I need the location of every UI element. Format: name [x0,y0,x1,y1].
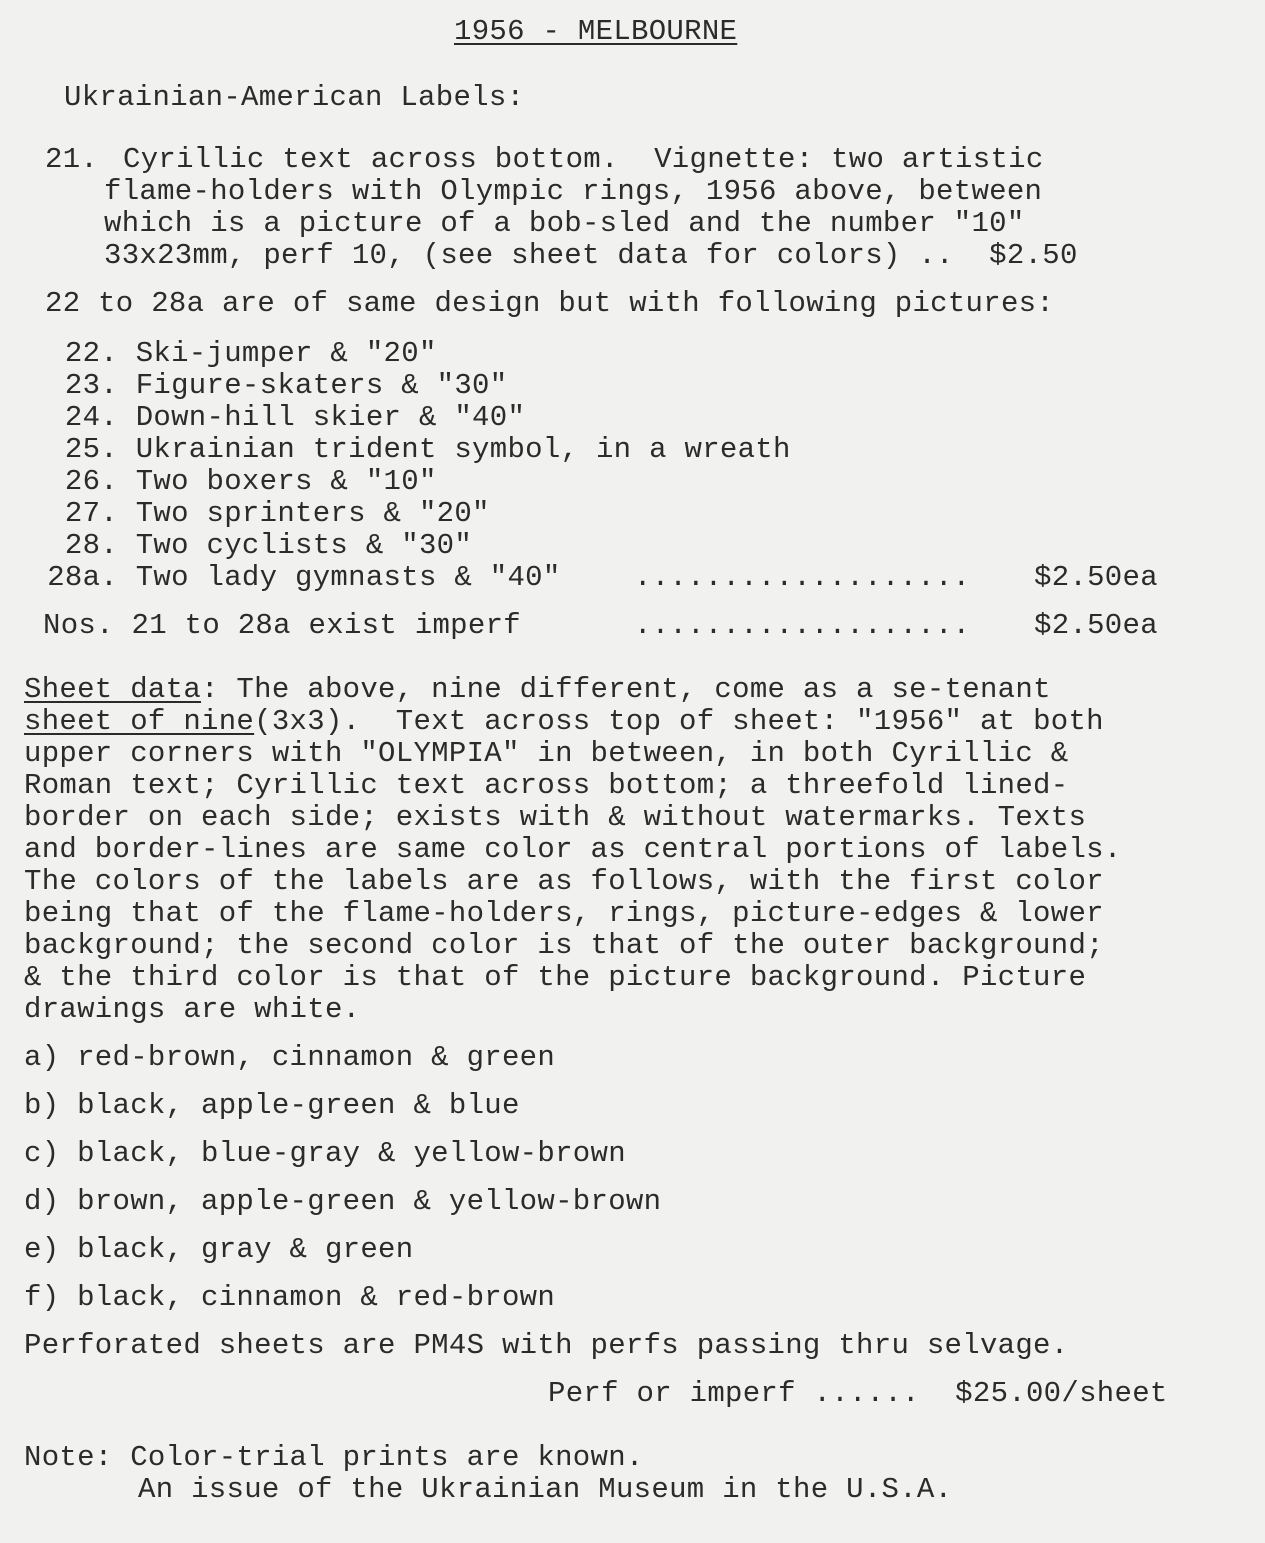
item-description-line: which is a picture of a bob-sled and the number "10" [104,207,1025,240]
price: $2.50ea [1034,609,1158,642]
item-number: 27. [64,497,118,530]
item-number: 28. [64,529,118,562]
list-item [20,434,791,466]
sheet-data-text: : The above, nine different, come as a se-tenant [201,673,1051,706]
item-text: Ski-jumper & "20" [135,337,437,370]
color-option: f) black, cinnamon & red-brown [24,1281,556,1314]
item-number: 26. [64,465,118,498]
issuer-note: An issue of the Ukrainian Museum in the U.S.A. [138,1473,953,1506]
sheet-price: Perf or imperf ...... $25.00/sheet [548,1377,1168,1410]
item-text: Figure-skaters & "30" [135,369,508,402]
imperf-note: Nos. 21 to 28a exist imperf [43,609,521,642]
price: $2.50ea [1034,561,1158,594]
page-title: 1956 - MELBOURNE [454,15,738,48]
item-number: 21. [45,143,99,176]
note: Note: Color-trial prints are known. [24,1441,644,1474]
list-item [20,466,437,498]
sheet-data-line: upper corners with "OLYMPIA" in between, in both Cyrillic & [24,737,1069,770]
list-item [20,498,490,530]
item-number: 28a. [47,561,118,594]
sheet-data-line [24,674,1051,706]
item-number: 25. [64,433,118,466]
perforated-note: Perforated sheets are PM4S with perfs passing thru selvage. [24,1329,1069,1362]
dot-leader: ................... [634,609,971,642]
item-description-line: flame-holders with Olympic rings, 1956 above, between [104,175,1043,208]
color-option: b) black, apple-green & blue [24,1089,520,1122]
sheet-data-line: and border-lines are same color as central portions of labels. [24,833,1122,866]
sheet-data-line: being that of the flame-holders, rings, picture-edges & lower [24,897,1104,930]
sheet-data-line: drawings are white. [24,993,361,1026]
sheet-data-underlined: sheet of nine [24,705,255,738]
sheet-data-heading: Sheet data [24,673,202,706]
color-option: d) brown, apple-green & yellow-brown [24,1185,662,1218]
color-option: e) black, gray & green [24,1233,414,1266]
list-item [20,370,507,402]
item-number: 24. [64,401,118,434]
sheet-data-line: border on each side; exists with & without watermarks. Texts [24,801,1087,834]
item-text: Ukrainian trident symbol, in a wreath [135,433,791,466]
item-text: Two boxers & "10" [135,465,437,498]
sheet-data-line: & the third color is that of the picture background. Picture [24,961,1087,994]
item-description-line: 33x23mm, perf 10, (see sheet data for colors) .. $2.50 [104,239,1078,272]
sheet-data-line [24,706,1104,738]
sheet-data-line: The colors of the labels are as follows, with the first color [24,865,1104,898]
item-text: Two cyclists & "30" [135,529,473,562]
list-item [20,562,561,594]
list-item [20,338,437,370]
color-option: a) red-brown, cinnamon & green [24,1041,556,1074]
sheet-data-text: (3x3). Text across top of sheet: "1956" at both [254,705,1104,738]
item-text: Two sprinters & "20" [135,497,490,530]
dot-leader: ................... [634,561,971,594]
same-design-note: 22 to 28a are of same design but with following pictures: [45,287,1055,320]
item-text: Down-hill skier & "40" [135,401,526,434]
color-option: c) black, blue-gray & yellow-brown [24,1137,626,1170]
item-text: Two lady gymnasts & "40" [135,561,561,594]
item-description-line: Cyrillic text across bottom. Vignette: two artistic [123,143,1044,176]
sheet-data-line: Roman text; Cyrillic text across bottom; a threefold lined- [24,769,1069,802]
item-number: 22. [64,337,118,370]
list-item [20,530,472,562]
item-number: 23. [64,369,118,402]
list-item [20,402,525,434]
sheet-data-line: background; the second color is that of the outer background; [24,929,1104,962]
subtitle: Ukrainian-American Labels: [64,81,525,114]
